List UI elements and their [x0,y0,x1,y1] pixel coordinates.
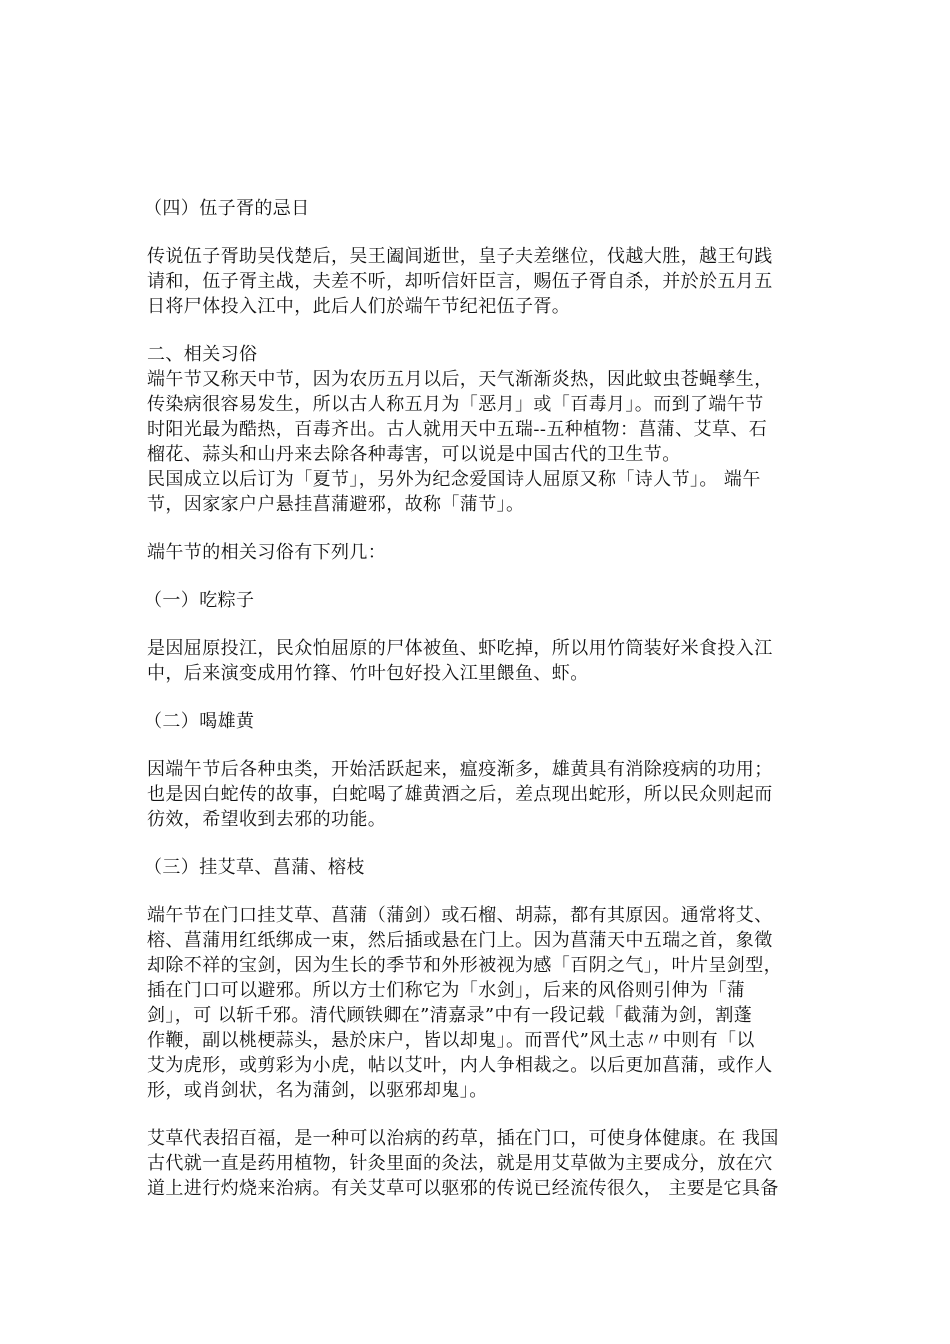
paragraph-customs [147,367,803,517]
paragraph-aicao [147,1126,803,1201]
paragraph-line: 端午节又称天中节，因为农历五月以后，天气渐渐炎热，因此蚊虫苍蝇孳生， [147,369,773,390]
paragraph-realgar [147,757,803,832]
section-heading-zongzi: （一）吃粽子 [144,590,255,611]
paragraph-line: 民国成立以后订为「夏节」，另外为纪念爱国诗人屈原又称「诗人节」。 端午 [147,469,761,490]
paragraph-line: 因端午节后各种虫类，开始活跃起来，瘟疫渐多，雄黄具有消除疫病的功用； [147,759,773,780]
paragraph-line: 日将尸体投入江中，此后人们於端午节纪祀伍子胥。 [147,296,571,317]
paragraph-line: 插在门口可以避邪。所以方士们称它为「水剑」，后来的风俗则引伸为「蒲 [147,980,746,1001]
paragraph-line: 中，后来演变成用竹箨、竹叶包好投入江里餵鱼、虾。 [147,663,589,684]
paragraph-line: 艾草代表招百福，是一种可以治病的药草，插在门口，可使身体健康。在 我国 [147,1128,779,1149]
section-heading-mugwort: （三）挂艾草、菖蒲、榕枝 [144,857,365,878]
document-page [144,196,803,1201]
paragraph-line: 榕、菖蒲用红纸绑成一束，然后插或悬在门上。因为菖蒲天中五瑞之首，象徵 [147,930,773,951]
paragraph-line: 古代就一直是药用植物，针灸里面的灸法，就是用艾草做为主要成分，放在穴 [147,1153,773,1174]
paragraph-line: 榴花、蒜头和山丹来去除各种毒害，可以说是中国古代的卫生节。 [147,444,681,465]
paragraph-line: 也是因白蛇传的故事，白蛇喝了雄黄酒之后，差点现出蛇形，所以民众则起而 [147,784,773,805]
paragraph-line: 传说伍子胥助吴伐楚后，吴王阖闾逝世，皇子夫差继位，伐越大胜，越王句践 [147,246,773,267]
paragraph-line: 作鞭，副以桃梗蒜头，悬於床户，皆以却鬼」。而晋代”风土志〃中则有「以 [147,1030,755,1051]
paragraph-line: 却除不祥的宝剑，因为生长的季节和外形被视为感「百阴之气」，叶片呈剑型， [147,955,782,976]
section-heading-wu-zixu: （四）伍子胥的忌日 [144,198,310,219]
paragraph-line: 形，或肖剑状，名为蒲剑，以驱邪却鬼」。 [147,1080,488,1101]
paragraph-line: 节，因家家户户悬挂菖蒲避邪，故称「蒲节」。 [147,494,525,515]
paragraph-line: 端午节在门口挂艾草、菖蒲（蒲剑）或石榴、胡蒜，都有其原因。通常将艾、 [147,905,773,926]
paragraph-line: 艾为虎形，或剪彩为小虎，帖以艾叶，内人争相裁之。以后更加菖蒲，或作人 [147,1055,773,1076]
customs-intro: 端午节的相关习俗有下列几： [147,542,387,563]
paragraph-line: 彷效，希望收到去邪的功能。 [147,809,387,830]
paragraph-line: 传染病很容易发生，所以古人称五月为「恶月」或「百毒月」。而到了端午节 [147,394,764,415]
section-heading-realgar: （二）喝雄黄 [144,711,255,732]
paragraph-wu-zixu [147,244,803,319]
paragraph-line: 请和，伍子胥主战，夫差不听，却听信奸臣言，赐伍子胥自杀，并於於五月五 [147,271,773,292]
section-heading-customs: 二、相关习俗 [147,344,258,365]
paragraph-line: 时阳光最为酷热，百毒齐出。古人就用天中五瑞--五种植物：菖蒲、艾草、石 [147,419,768,440]
paragraph-line: 道上进行灼烧来治病。有关艾草可以驱邪的传说已经流传很久， 主要是它具备 [147,1178,779,1199]
paragraph-line: 剑」，可 以斩千邪。清代顾铁卿在”清嘉录”中有一段记载「截蒲为剑，割蓬 [147,1005,753,1026]
paragraph-zongzi [147,636,803,686]
paragraph-line: 是因屈原投江，民众怕屈原的尸体被鱼、虾吃掉，所以用竹筒装好米食投入江 [147,638,773,659]
paragraph-mugwort [147,903,803,1103]
